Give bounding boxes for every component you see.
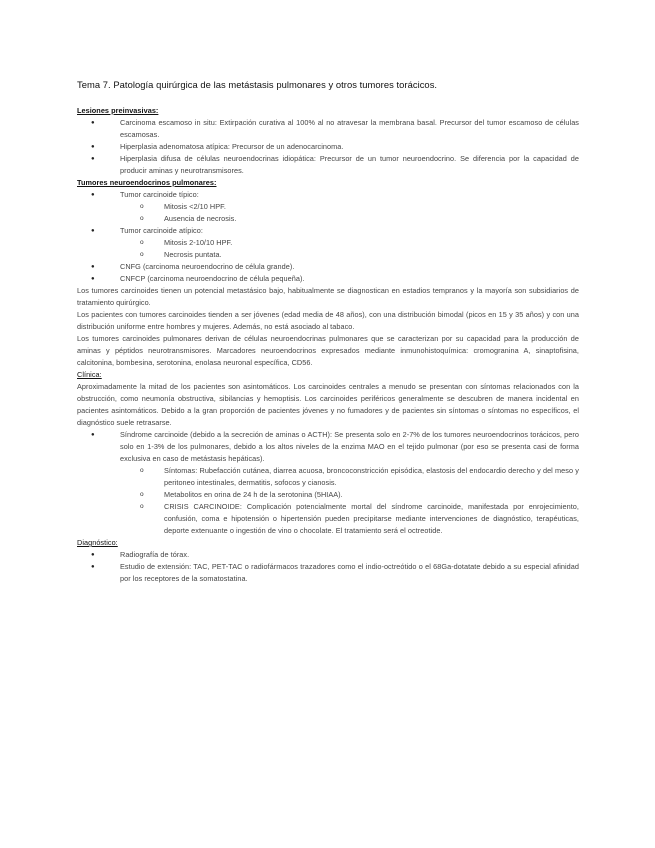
list-item: ● Estudio de extensión: TAC, PET-TAC o radiofármacos trazadores como el indio-octreótido o el 68Ga-dotatate debido a su especial afinidad por los receptores de la somatostatina. <box>77 561 579 585</box>
list-item-text: Síndrome carcinoide (debido a la secreción de aminas o ACTH): Se presenta solo en 2-7% de los tumores neuroendocrinos torácicos, pero solo en 1-3% de los pulmonares, debido a los altos niveles de la enzima MAO en el tejido pulmonar (por eso se presenta casi de forma exclusiva en caso de metástasis hepáticas). <box>120 430 579 463</box>
sublist <box>120 201 579 225</box>
sublist <box>120 465 579 537</box>
section-heading-lesiones: Lesiones preinvasivas: <box>77 106 159 115</box>
list-item-text: Tumor carcinoide típico: <box>120 190 199 199</box>
sublist-item: o Metabolitos en orina de 24 h de la serotonina (5HIAA). <box>120 489 579 501</box>
sublist-item: o Necrosis puntata. <box>120 249 579 261</box>
section-heading-tumores: Tumores neuroendocrinos pulmonares: <box>77 178 217 187</box>
document-page <box>77 78 579 585</box>
list-item: ● Radiografía de tórax. <box>77 549 579 561</box>
clinica-list <box>77 429 579 537</box>
lesiones-list <box>77 117 579 177</box>
paragraph: Los pacientes con tumores carcinoides tienden a ser jóvenes (edad media de 48 años), con una distribución bimodal (picos en 15 y 35 años) y con una distribución uniforme entre hombres y mujeres. Además, no está asociado al tabaco. <box>77 310 579 331</box>
sublist-item: o Síntomas: Rubefacción cutánea, diarrea acuosa, broncoconstricción episódica, elastosis del endocardio derecho y del meso y peritoneo intestinales, dermatitis, sofocos y cianosis. <box>120 465 579 489</box>
list-item: ● Hiperplasia adenomatosa atípica: Precursor de un adenocarcinoma. <box>77 141 579 153</box>
sublist-item: o Mitosis <2/10 HPF. <box>120 201 579 213</box>
paragraph: Los tumores carcinoides tienen un potencial metastásico bajo, habitualmente se diagnostican en estadios tempranos y la mayoría son subsidiarios de tratamiento quirúrgico. <box>77 286 579 307</box>
paragraph: Los tumores carcinoides pulmonares derivan de células neuroendocrinas pulmonares que se caracterizan por su capacidad para la producción de aminas y péptidos neurotransmisores. Marcadores neuroendocrinos expresados mediante inmunohistoquímica: cromogranina A, sinaptofisina, calcitonina, bombesina, serotonina, enolasa neuronal específica, CD56. <box>77 334 579 367</box>
list-item: ● CNFG (carcinoma neuroendocrino de célula grande). <box>77 261 579 273</box>
list-item-text: Tumor carcinoide atípico: <box>120 226 203 235</box>
tumores-list <box>77 189 579 285</box>
list-item <box>77 429 579 537</box>
list-item: ● Hiperplasia difusa de células neuroendocrinas idiopática: Precursor de un tumor neuroendocrino. Se diferencia por la capacidad de producir aminas y neurotransmisores. <box>77 153 579 177</box>
section-heading-diagnostico: Diagnóstico: <box>77 538 118 547</box>
sublist <box>120 237 579 261</box>
paragraph: Aproximadamente la mitad de los pacientes son asintomáticos. Los carcinoides centrales a menudo se presentan con síntomas relacionados con la obstrucción, como neumonía obstructiva, sibilancias y hemoptisis. Los carcinoides periféricos generalmente se descubren de manera incidental en pacientes asintomáticos. Debido a la gran proporción de pacientes jóvenes y no fumadores y de pacientes sin síntomas o síntomas no específicos, el diagnóstico suele retrasarse. <box>77 382 579 427</box>
sublist-item: o CRISIS CARCINOIDE: Complicación potencialmente mortal del síndrome carcinoide, manifestada por enrojecimiento, confusión, coma e hipotensión o hipertensión pueden precipitarse mediante intervenciones de diagnóstico, terapéuticas, deporte extenuante o ingestión de vino o chocolate. El tratamiento será el octreotide. <box>120 501 579 537</box>
list-item <box>77 225 579 261</box>
sublist-item: o Mitosis 2-10/10 HPF. <box>120 237 579 249</box>
page-title: Tema 7. Patología quirúrgica de las metástasis pulmonares y otros tumores torácicos. <box>77 79 438 90</box>
list-item: ● CNFCP (carcinoma neuroendocrino de célula pequeña). <box>77 273 579 285</box>
list-item: ● Carcinoma escamoso in situ: Extirpación curativa al 100% al no atravesar la membrana basal. Precursor del tumor escamoso de células escamosas. <box>77 117 579 141</box>
section-heading-clinica: Clínica: <box>77 370 102 379</box>
sublist-item: o Ausencia de necrosis. <box>120 213 579 225</box>
list-item <box>77 189 579 225</box>
diagnostico-list <box>77 549 579 585</box>
